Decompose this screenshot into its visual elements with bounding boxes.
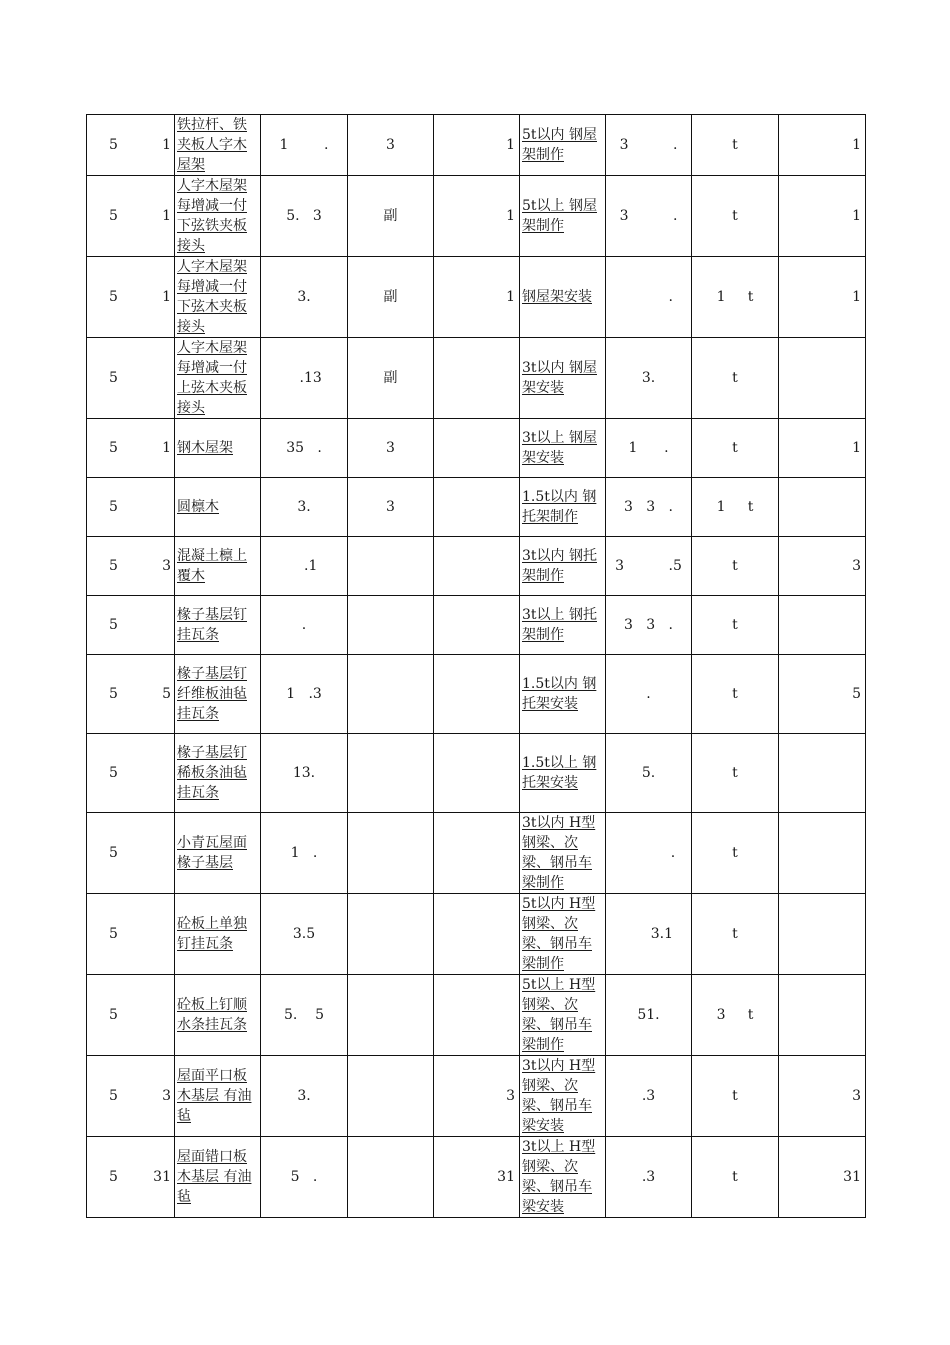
item-name-link[interactable]: 5t以上 H型钢梁、次梁、钢吊车梁制作 (522, 977, 596, 1053)
value-cell: . (261, 596, 348, 655)
value-cell: 51. (606, 975, 692, 1056)
quota-table (86, 114, 866, 1218)
table-row (87, 655, 866, 734)
item-name-link[interactable]: 1.5t以内 钢托架安装 (522, 676, 597, 712)
value-cell: 5. 5 (261, 975, 348, 1056)
code-cell (87, 596, 175, 655)
ref-cell: 3 (434, 1056, 520, 1137)
code-cell (87, 655, 175, 734)
table-row (87, 176, 866, 257)
code-cell (87, 419, 175, 478)
code-cell (87, 734, 175, 813)
table-row (87, 115, 866, 176)
item-name-cell[interactable] (175, 1056, 261, 1137)
value-cell: 3.5 (261, 894, 348, 975)
code-prefix: 5 (109, 370, 118, 386)
value-cell: 3. (261, 1056, 348, 1137)
value-cell: 3 3 . (606, 478, 692, 537)
table-row (87, 813, 866, 894)
item-name-cell[interactable] (175, 734, 261, 813)
code-prefix: 5 (109, 1007, 118, 1023)
value-cell: . (606, 655, 692, 734)
ref-cell: 1 (779, 115, 866, 176)
value-cell: 3.1 (606, 894, 692, 975)
code-prefix: 5 (109, 765, 118, 781)
ref-cell (434, 596, 520, 655)
unit-cell (348, 655, 434, 734)
item-name-link[interactable]: 1.5t以内 钢托架制作 (522, 489, 597, 525)
value-cell: 3. (606, 338, 692, 419)
value-cell: .3 (606, 1056, 692, 1137)
ref-cell (779, 894, 866, 975)
code-prefix: 5 (109, 686, 118, 702)
code-cell (87, 478, 175, 537)
code-cell (87, 257, 175, 338)
item-name-link[interactable]: 3t以内 H型钢梁、次梁、钢吊车梁制作 (522, 815, 596, 891)
item-name-link[interactable]: 3t以内 钢屋架安装 (522, 360, 597, 396)
item-name-cell[interactable] (175, 596, 261, 655)
item-name-link[interactable]: 混凝土檩上覆木 (177, 548, 247, 584)
item-name-cell[interactable] (520, 115, 606, 176)
unit-cell: 3 (348, 419, 434, 478)
item-name-link[interactable]: 小青瓦屋面椽子基层 (177, 835, 247, 871)
value-cell: 5 . (261, 1137, 348, 1218)
unit-cell (348, 734, 434, 813)
code-suffix: 31 (153, 1169, 171, 1185)
code-prefix: 5 (109, 617, 118, 633)
table-row (87, 537, 866, 596)
code-prefix: 5 (109, 289, 118, 305)
unit-cell (348, 1137, 434, 1218)
unit-cell (348, 894, 434, 975)
unit-cell: t (692, 537, 779, 596)
item-name-link[interactable]: 5t以上 钢屋架制作 (522, 198, 597, 234)
item-name-link[interactable]: 人字木屋架每增减一付下弦铁夹板接头 (177, 178, 247, 254)
code-cell (87, 338, 175, 419)
value-cell: . (606, 257, 692, 338)
code-prefix: 5 (109, 926, 118, 942)
ref-cell (779, 813, 866, 894)
item-name-cell[interactable] (520, 176, 606, 257)
ref-cell: 3 (779, 1056, 866, 1137)
unit-cell: 3 t (692, 975, 779, 1056)
ref-cell (434, 338, 520, 419)
code-cell (87, 115, 175, 176)
code-cell (87, 975, 175, 1056)
table-row (87, 419, 866, 478)
item-name-link[interactable]: 椽子基层钉稀板条油毡挂瓦条 (177, 745, 247, 801)
item-name-link[interactable]: 砼板上钉顺水条挂瓦条 (177, 997, 247, 1033)
code-cell (87, 813, 175, 894)
item-name-link[interactable]: 钢屋架安装 (522, 289, 592, 305)
item-name-link[interactable]: 椽子基层钉挂瓦条 (177, 607, 247, 643)
value-cell: .3 (606, 1137, 692, 1218)
item-name-link[interactable]: 椽子基层钉纤维板油毡挂瓦条 (177, 666, 247, 722)
item-name-cell[interactable] (520, 537, 606, 596)
value-cell: 1 . (261, 115, 348, 176)
code-cell (87, 1056, 175, 1137)
table-row (87, 1137, 866, 1218)
code-suffix: 1 (162, 137, 171, 153)
item-name-link[interactable]: 人字木屋架每增减一付下弦木夹板接头 (177, 259, 247, 335)
item-name-link[interactable]: 3t以内 H型钢梁、次梁、钢吊车梁安装 (522, 1058, 596, 1134)
value-cell: . (606, 813, 692, 894)
item-name-cell[interactable] (520, 338, 606, 419)
item-name-cell[interactable] (175, 655, 261, 734)
unit-cell: 副 (348, 176, 434, 257)
ref-cell: 1 (434, 257, 520, 338)
item-name-link[interactable]: 3t以内 钢托架制作 (522, 548, 597, 584)
item-name-cell[interactable] (520, 655, 606, 734)
value-cell: 3 . (606, 115, 692, 176)
value-cell: 5. 3 (261, 176, 348, 257)
item-name-cell[interactable] (520, 734, 606, 813)
item-name-cell[interactable] (175, 894, 261, 975)
ref-cell (779, 596, 866, 655)
item-name-link[interactable]: 砼板上单独钉挂瓦条 (177, 916, 247, 952)
value-cell: 13. (261, 734, 348, 813)
ref-cell: 3 (779, 537, 866, 596)
ref-cell (434, 975, 520, 1056)
item-name-cell[interactable] (520, 596, 606, 655)
table-row (87, 596, 866, 655)
item-name-cell[interactable] (520, 1137, 606, 1218)
item-name-link[interactable]: 5t以内 钢屋架制作 (522, 127, 597, 163)
code-prefix: 5 (109, 440, 118, 456)
item-name-cell[interactable] (175, 176, 261, 257)
code-prefix: 5 (109, 558, 118, 574)
ref-cell (779, 975, 866, 1056)
ref-cell (779, 338, 866, 419)
value-cell: 3 . (606, 176, 692, 257)
unit-cell: t (692, 419, 779, 478)
unit-cell: t (692, 655, 779, 734)
ref-cell (434, 478, 520, 537)
item-name-link[interactable]: 5t以内 H型钢梁、次梁、钢吊车梁制作 (522, 896, 596, 972)
unit-cell (348, 813, 434, 894)
item-name-cell[interactable] (520, 478, 606, 537)
table-row (87, 894, 866, 975)
item-name-link[interactable]: 铁拉杆、铁夹板人字木屋架 (177, 117, 247, 173)
unit-cell: t (692, 813, 779, 894)
item-name-cell[interactable] (520, 1056, 606, 1137)
code-prefix: 5 (109, 1088, 118, 1104)
item-name-cell[interactable] (175, 537, 261, 596)
item-name-cell[interactable] (175, 338, 261, 419)
ref-cell: 31 (779, 1137, 866, 1218)
unit-cell: t (692, 338, 779, 419)
item-name-link[interactable]: 3t以上 钢屋架安装 (522, 430, 597, 466)
unit-cell: t (692, 1137, 779, 1218)
item-name-cell[interactable] (520, 975, 606, 1056)
unit-cell: 副 (348, 257, 434, 338)
unit-cell: t (692, 894, 779, 975)
ref-cell (434, 419, 520, 478)
unit-cell (348, 596, 434, 655)
item-name-cell[interactable] (175, 115, 261, 176)
item-name-link[interactable]: 钢木屋架 (177, 440, 233, 456)
value-cell: 35 . (261, 419, 348, 478)
code-suffix: 1 (162, 289, 171, 305)
code-suffix: 1 (162, 440, 171, 456)
item-name-link[interactable]: 1.5t以上 钢托架安装 (522, 755, 597, 791)
code-cell (87, 894, 175, 975)
unit-cell: 1 t (692, 478, 779, 537)
ref-cell: 1 (779, 419, 866, 478)
item-name-cell[interactable] (520, 419, 606, 478)
value-cell: .13 (261, 338, 348, 419)
ref-cell: 1 (434, 176, 520, 257)
value-cell: 1 . (261, 813, 348, 894)
unit-cell: 3 (348, 478, 434, 537)
table-row (87, 975, 866, 1056)
item-name-link[interactable]: 屋面错口板木基层 有油毡 (177, 1149, 252, 1205)
value-cell: 1 . (606, 419, 692, 478)
unit-cell (348, 537, 434, 596)
value-cell: 5. (606, 734, 692, 813)
ref-cell: 1 (434, 115, 520, 176)
unit-cell (348, 975, 434, 1056)
value-cell: 3 3 . (606, 596, 692, 655)
ref-cell: 5 (779, 655, 866, 734)
item-name-cell[interactable] (175, 813, 261, 894)
table-row (87, 257, 866, 338)
unit-cell: t (692, 176, 779, 257)
table-row (87, 338, 866, 419)
code-cell (87, 537, 175, 596)
ref-cell (434, 655, 520, 734)
table-row (87, 478, 866, 537)
ref-cell (434, 734, 520, 813)
item-name-cell[interactable] (175, 1137, 261, 1218)
item-name-cell[interactable] (175, 257, 261, 338)
value-cell: 1 .3 (261, 655, 348, 734)
code-prefix: 5 (109, 208, 118, 224)
item-name-cell[interactable] (520, 257, 606, 338)
unit-cell (348, 1056, 434, 1137)
ref-cell (434, 537, 520, 596)
code-cell (87, 176, 175, 257)
code-prefix: 5 (109, 845, 118, 861)
table-row (87, 1056, 866, 1137)
unit-cell: 1 t (692, 257, 779, 338)
item-name-link[interactable]: 3t以上 钢托架制作 (522, 607, 597, 643)
code-cell (87, 1137, 175, 1218)
code-prefix: 5 (109, 1169, 118, 1185)
ref-cell: 1 (779, 176, 866, 257)
ref-cell (434, 813, 520, 894)
item-name-link[interactable]: 圆檩木 (177, 499, 219, 515)
unit-cell: t (692, 115, 779, 176)
code-suffix: 1 (162, 208, 171, 224)
code-suffix: 3 (162, 558, 171, 574)
item-name-cell[interactable] (175, 419, 261, 478)
table-row (87, 734, 866, 813)
value-cell: 3. (261, 478, 348, 537)
item-name-link[interactable]: 3t以上 H型钢梁、次梁、钢吊车梁安装 (522, 1139, 596, 1215)
unit-cell: t (692, 734, 779, 813)
unit-cell: 副 (348, 338, 434, 419)
ref-cell: 31 (434, 1137, 520, 1218)
ref-cell (434, 894, 520, 975)
code-suffix: 5 (162, 686, 171, 702)
item-name-link[interactable]: 屋面平口板木基层 有油毡 (177, 1068, 252, 1124)
item-name-cell[interactable] (175, 478, 261, 537)
unit-cell: 3 (348, 115, 434, 176)
item-name-cell[interactable] (175, 975, 261, 1056)
value-cell: .1 (261, 537, 348, 596)
code-prefix: 5 (109, 137, 118, 153)
code-suffix: 3 (162, 1088, 171, 1104)
item-name-link[interactable]: 人字木屋架每增减一付上弦木夹板接头 (177, 340, 247, 416)
code-prefix: 5 (109, 499, 118, 515)
unit-cell: t (692, 1056, 779, 1137)
value-cell: 3. (261, 257, 348, 338)
ref-cell (779, 478, 866, 537)
item-name-cell[interactable] (520, 894, 606, 975)
unit-cell: t (692, 596, 779, 655)
ref-cell (779, 734, 866, 813)
item-name-cell[interactable] (520, 813, 606, 894)
value-cell: 3 .5 (606, 537, 692, 596)
ref-cell: 1 (779, 257, 866, 338)
